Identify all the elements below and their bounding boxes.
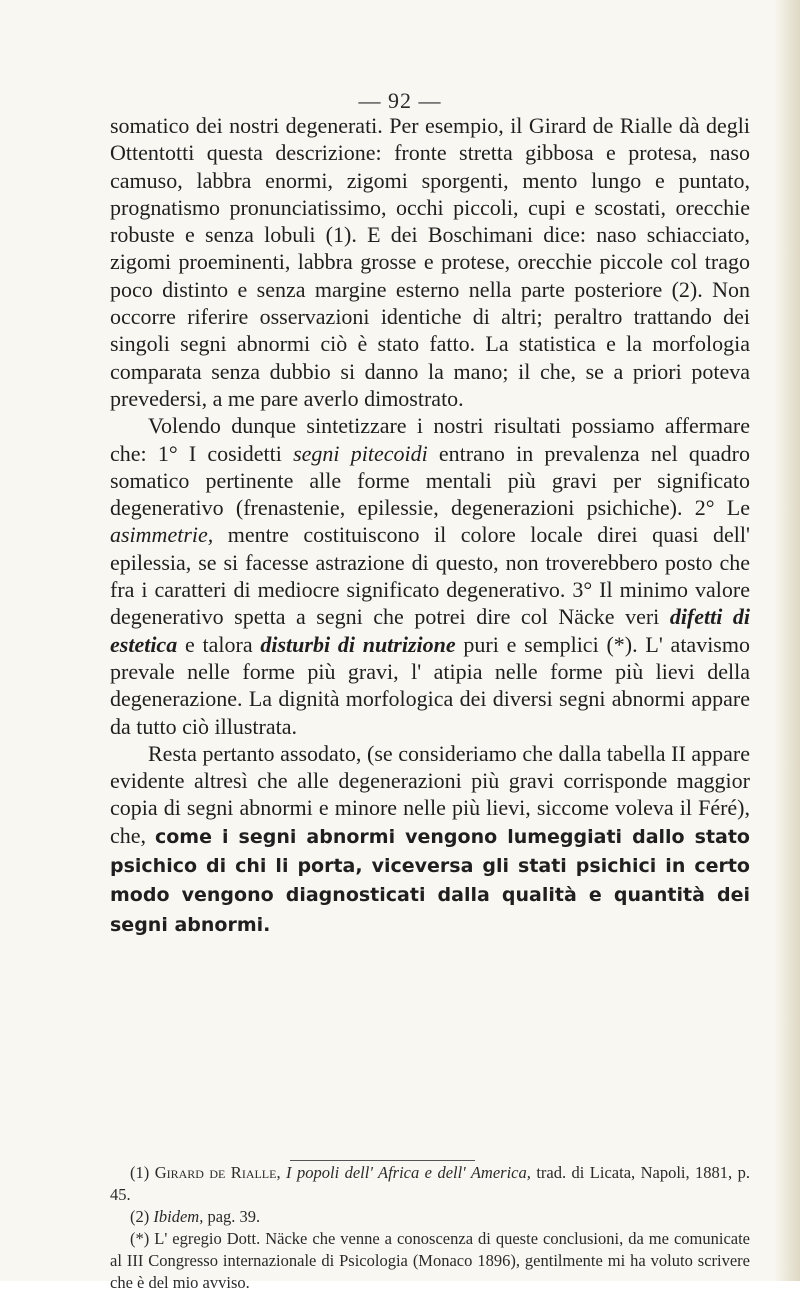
footnote-2 <box>110 1206 750 1228</box>
main-text <box>110 112 750 939</box>
footnote-2-marker: (2) <box>130 1207 154 1226</box>
footnote-1-marker: (1) <box>130 1163 155 1182</box>
paragraph-2 <box>110 412 750 740</box>
footnote-separator <box>290 1160 475 1161</box>
footnote-1 <box>110 1162 750 1206</box>
footnote-1-author: Girard de Rialle, <box>154 1163 281 1182</box>
paragraph-2-part-c: mentre costituiscono il colore locale direi quasi dell' epilessia, se si facesse astrazione di questo, non troverebbero posto che fra i caratteri di mediocre significato degenerativo. 3° Il minimo valore degenerativo spetta a segni che potrei dire col Näcke veri <box>110 522 750 630</box>
paragraph-2-part-d: e talora <box>177 631 261 657</box>
footnote-3: (*) L' egregio Dott. Näcke che venne a conoscenza di queste conclusioni, da me comunicate al III Congresso internazionale di Psicologia (Monaco 1896), gentilmente mi ha voluto scrivere che è del mio avviso. <box>110 1229 750 1292</box>
paragraph-2-part-b: entrano in prevalenza nel quadro somatico pertinente alle forme mentali più gravi per significato degenerativo (frenastenie, epilessie, degenerazioni psichiche). 2° Le <box>110 440 751 521</box>
italic-disturbi-di-nutrizione: disturbi di nutrizione <box>260 631 456 657</box>
paragraph-2-part-a: Volendo dunque sintetizzare i nostri risultati possiamo affermare che: 1° I cosidetti <box>110 413 750 466</box>
paragraph-2-part-e: puri e semplici (*). L' atavismo prevale nelle forme più gravi, l' atipia nelle forme più lievi della degenerazione. La dignità morfologica dei diversi segni abnormi appare da tutto ciò illustrata. <box>110 631 750 739</box>
page-number: — 92 — <box>358 88 442 113</box>
italic-segni-pitecoidi: segni pitecoidi <box>293 440 428 466</box>
footnote-1-rest: trad. di Licata, Napoli, 1881, p. 45. <box>110 1163 750 1204</box>
bold-conclusion: come i segni abnormi vengono lumeggiati dallo stato psichico di chi li porta, viceversa gli stati psichici in certo modo vengono diagnosticati dalla qualità e quantità dei segni abnormi. <box>110 825 750 936</box>
italic-difetti-di-estetica: difetti di estetica <box>110 604 751 657</box>
paragraph-3 <box>110 740 750 939</box>
footnote-2-ibidem: Ibidem, <box>153 1207 204 1226</box>
footnotes <box>110 1162 750 1294</box>
footnote-1-title: I popoli dell' Africa e dell' America, <box>280 1163 531 1182</box>
paragraph-3-part-a: Resta pertanto assodato, (se consideriamo che dalla tabella II appare evidente altresì che alle degenerazioni più gravi corrisponde maggior copia di segni abnormi e minore nelle più lievi, siccome voleva il Féré), che, <box>110 740 750 848</box>
page-edge-shadow <box>774 0 800 1281</box>
footnote-2-rest: pag. 39. <box>203 1207 261 1226</box>
paragraph-1: somatico dei nostri degenerati. Per esempio, il Girard de Rialle dà degli Ottentotti questa descrizione: fronte stretta gibbosa e protesa, naso camuso, labbra enormi, zigomi sporgenti, mento lungo e puntato, prognatismo pronunciatissimo, occhi piccoli, cupi e scostati, orecchie robuste e senza lobuli (1). E dei Boschimani dice: naso schiacciato, zigomi proeminenti, labbra grosse e protese, orecchie piccole col trago poco distinto e senza margine esterno nella parte posteriore (2). Non occorre riferire osservazioni identiche di altri; peraltro trattando dei singoli segni abnormi ciò è stato fatto. La statistica e la morfologia comparata senza dubbio si danno la mano; il che, se a priori poteva prevedersi, a me pare averlo dimostrato. <box>110 113 750 411</box>
italic-asimmetrie: asimmetrie, <box>110 522 214 548</box>
